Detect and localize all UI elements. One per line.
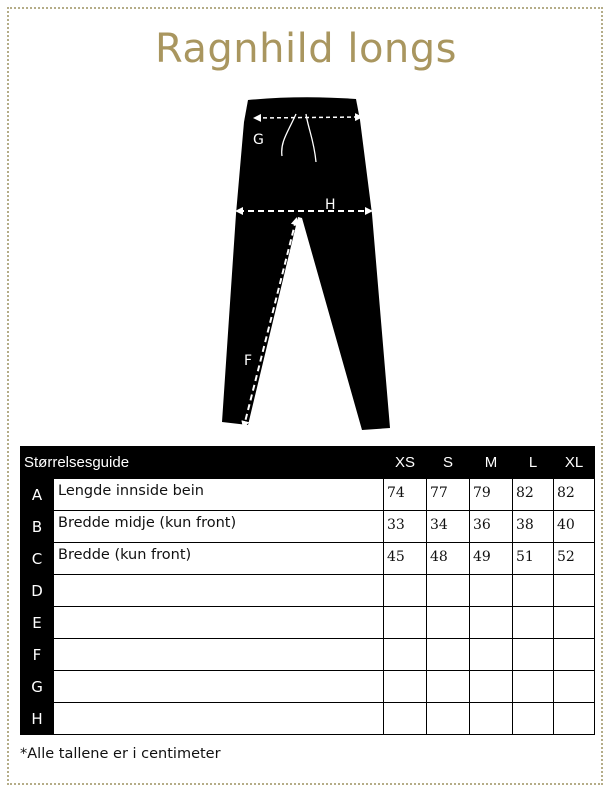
row-label [54,639,384,671]
row-letter: B [21,511,54,543]
row-letter: G [21,671,54,703]
value-cell: 48 [427,543,470,575]
table-row [21,639,595,671]
value-cell [554,639,595,671]
value-cell [427,607,470,639]
waistband-shape [244,97,360,123]
value-cell [470,639,513,671]
value-cell [427,703,470,735]
page-title: Ragnhild longs [154,26,458,72]
value-cell [554,575,595,607]
value-cell [384,575,427,607]
value-cell: 82 [513,479,554,511]
value-cell [513,703,554,735]
size-guide-table [20,446,595,735]
row-label: Bredde midje (kun front) [54,511,384,543]
row-letter: F [21,639,54,671]
value-cell: 77 [427,479,470,511]
value-cell: 38 [513,511,554,543]
label-g: G [253,132,264,148]
row-letter: H [21,703,54,735]
row-label [54,703,384,735]
value-cell [427,575,470,607]
value-cell: 79 [470,479,513,511]
table-header-label: Størrelsesguide [21,447,384,479]
row-label [54,607,384,639]
row-label: Lengde innside bein [54,479,384,511]
value-cell [513,639,554,671]
value-cell [513,607,554,639]
row-label [54,671,384,703]
table-row [21,479,595,511]
value-cell [470,575,513,607]
row-letter: D [21,575,54,607]
value-cell [554,607,595,639]
size-header: L [513,447,554,479]
row-letter: C [21,543,54,575]
row-label [54,575,384,607]
footnote: *Alle tallene er i centimeter [20,746,221,762]
value-cell [384,639,427,671]
value-cell: 51 [513,543,554,575]
table-row [21,511,595,543]
size-header: S [427,447,470,479]
value-cell [384,703,427,735]
value-cell [554,703,595,735]
size-header: XL [554,447,595,479]
value-cell: 49 [470,543,513,575]
table-row [21,575,595,607]
value-cell: 34 [427,511,470,543]
value-cell [554,671,595,703]
value-cell [470,607,513,639]
value-cell [513,575,554,607]
value-cell [470,671,513,703]
table-row [21,671,595,703]
value-cell [384,671,427,703]
value-cell [427,671,470,703]
label-f: F [244,353,253,369]
pants-illustration [200,92,420,437]
size-header: XS [384,447,427,479]
table-row [21,543,595,575]
value-cell: 36 [470,511,513,543]
table-header-row [21,447,595,479]
table-row [21,607,595,639]
pants-shape [222,120,390,430]
row-letter: E [21,607,54,639]
value-cell: 33 [384,511,427,543]
value-cell: 40 [554,511,595,543]
value-cell: 45 [384,543,427,575]
value-cell [470,703,513,735]
row-letter: A [21,479,54,511]
value-cell: 74 [384,479,427,511]
value-cell [427,639,470,671]
size-header: M [470,447,513,479]
value-cell [513,671,554,703]
value-cell [384,607,427,639]
table-row [21,703,595,735]
value-cell: 52 [554,543,595,575]
value-cell: 82 [554,479,595,511]
label-h: H [325,197,336,213]
row-label: Bredde (kun front) [54,543,384,575]
